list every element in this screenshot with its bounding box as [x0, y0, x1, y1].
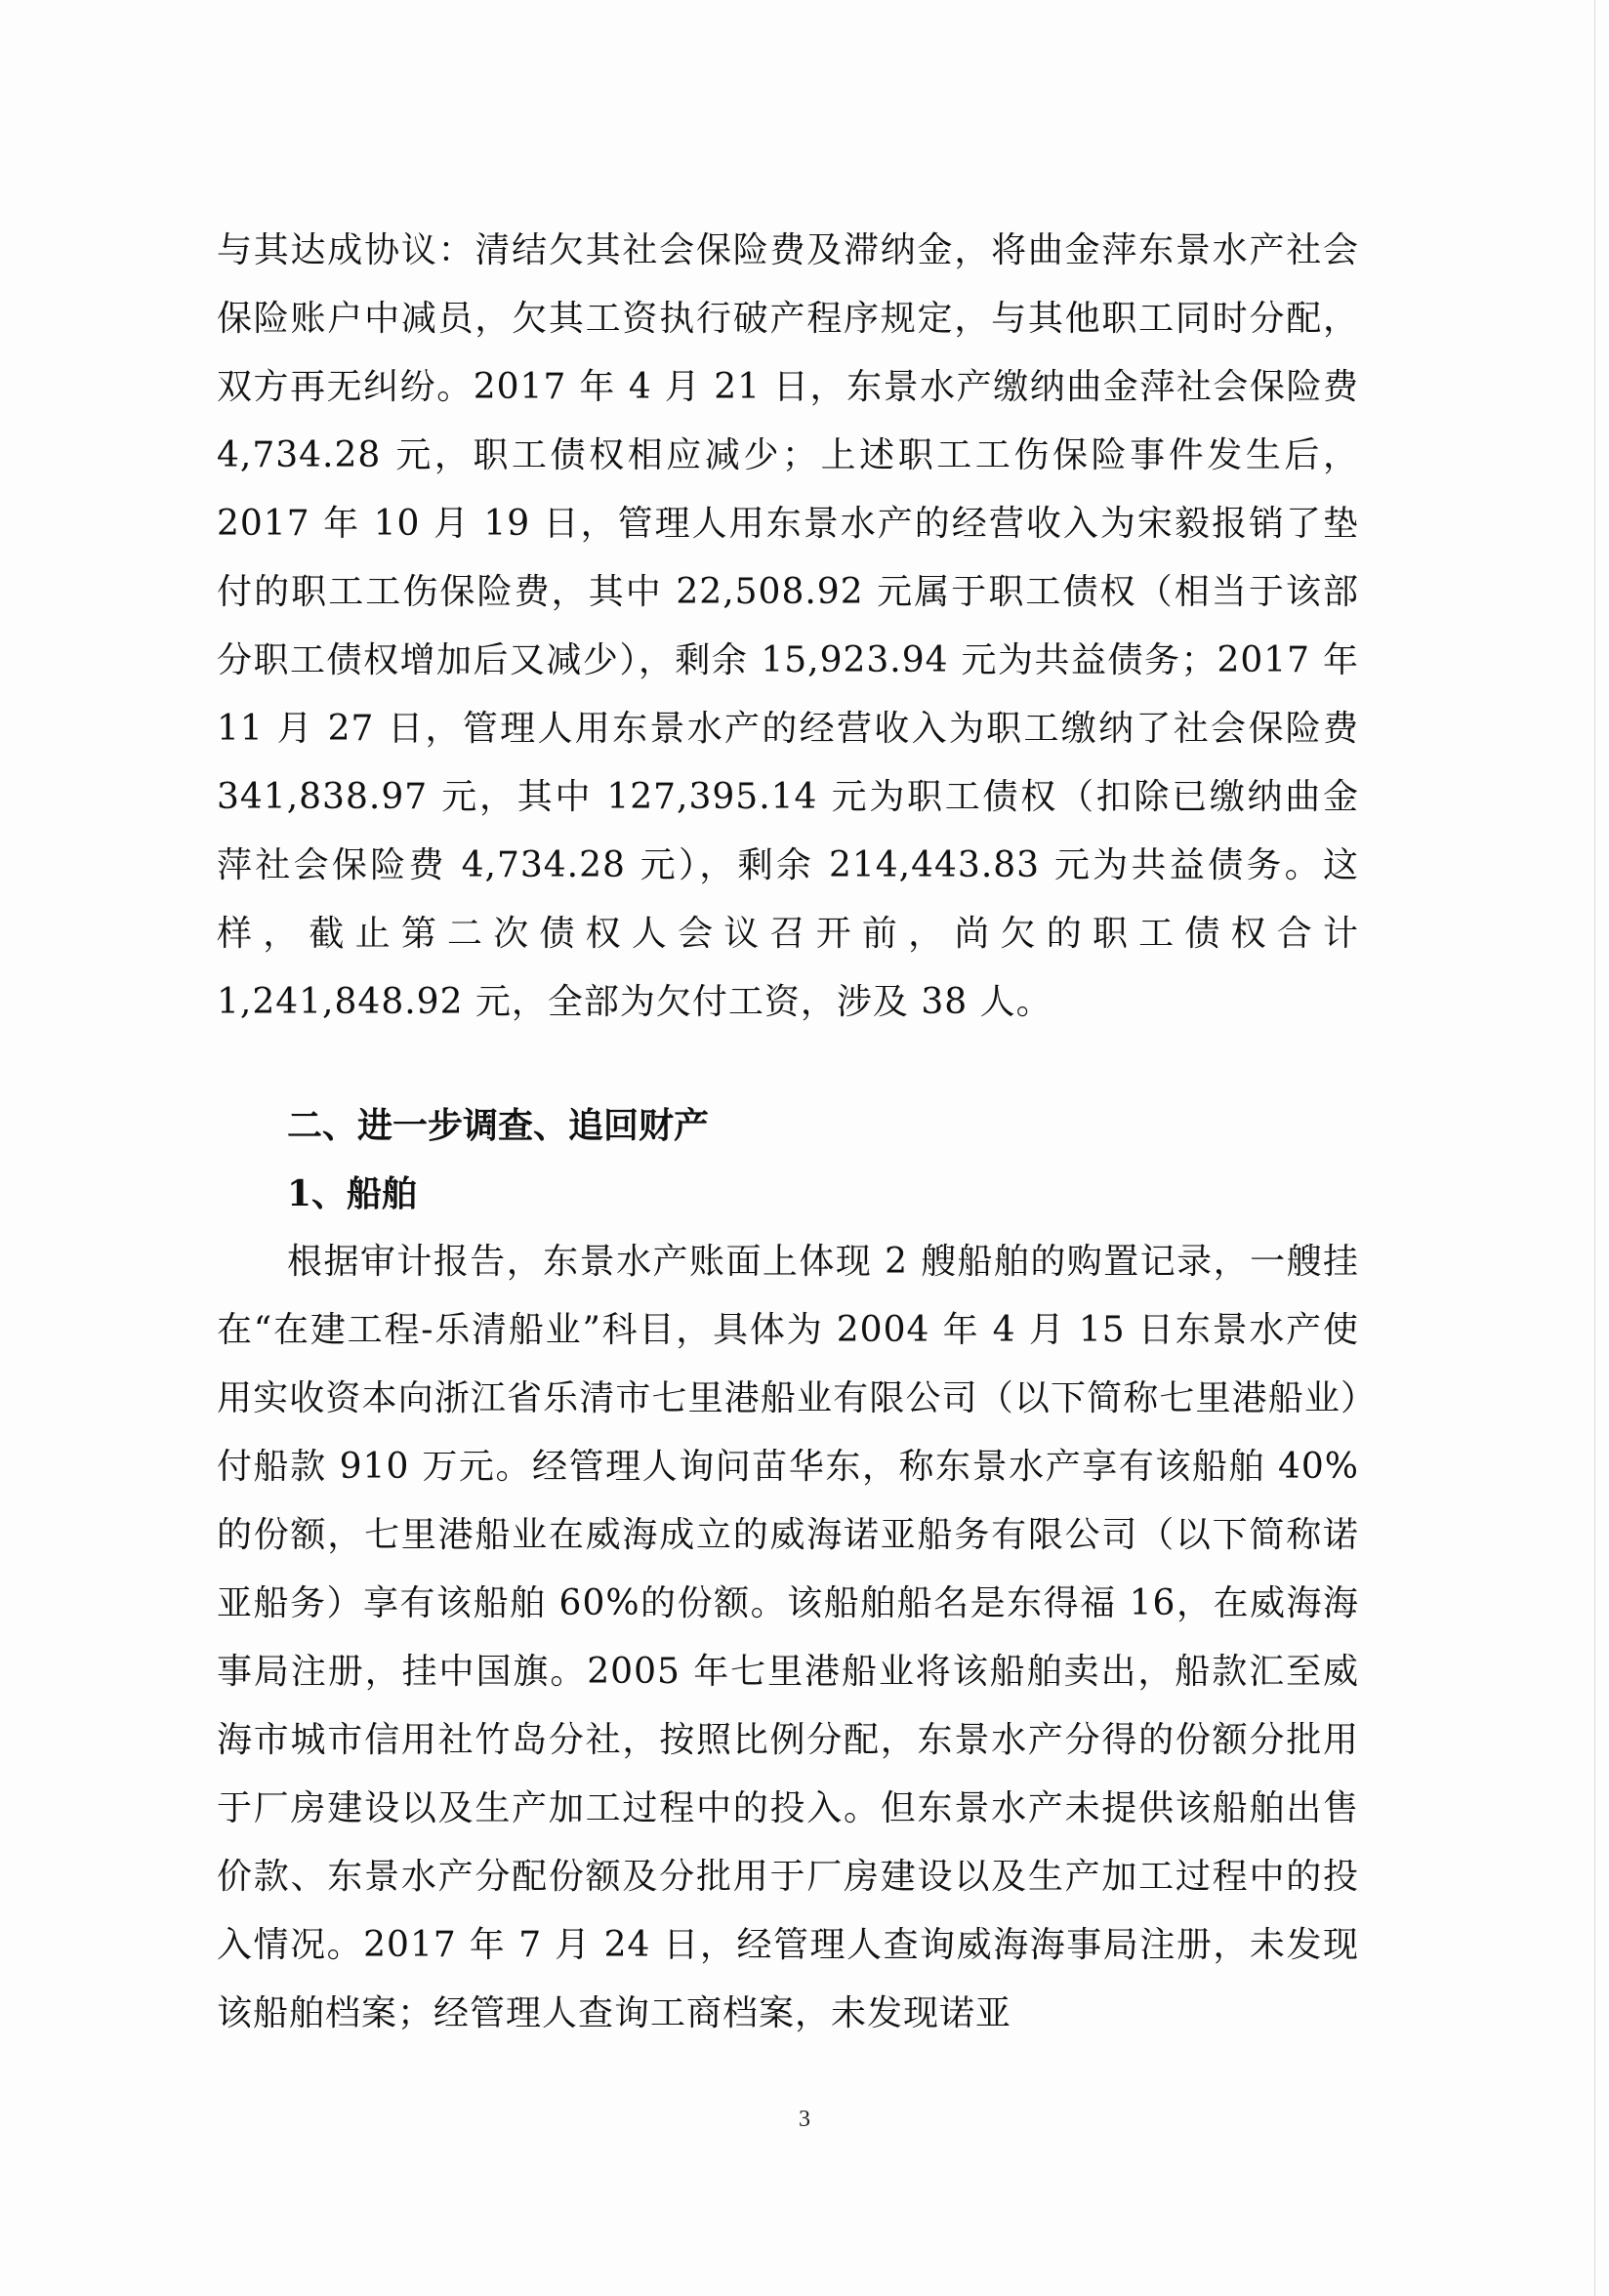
page-edge-line	[1594, 0, 1595, 2296]
section-heading: 二、进一步调查、追回财产	[287, 1105, 710, 1146]
page-number: 3	[799, 2107, 810, 2132]
document-body	[217, 217, 1359, 2048]
section-spacer	[217, 1037, 1359, 1091]
subsection-heading: 1、船舶	[287, 1173, 418, 1214]
paragraph-ship: 根据审计报告，东景水产账面上体现 2 艘船舶的购置记录，一艘挂在“在建工程-乐清船业”科目，具体为 2004 年 4 月 15 日东景水产使用实收资本向浙江省乐清市七里港船业有限公司（以下简称七里港船业）付船款 910 万元。经管理人询问苗华东，称东景水产享有该船舶 40%的份额，七里港船业在威海成立的威海诺亚船务有限公司（以下简称诺亚船务）享有该船舶 60%的份额。该船舶船名是东得福 16，在威海海事局注册，挂中国旗。2005 年七里港船业将该船舶卖出，船款汇至威海市城市信用社竹岛分社，按照比例分配，东景水产分得的份额分批用于厂房建设以及生产加工过程中的投入。但东景水产未提供该船舶出售价款、东景水产分配份额及分批用于厂房建设以及生产加工过程中的投入情况。2017 年 7 月 24 日，经管理人查询威海海事局注册，未发现该船舶档案；经管理人查询工商档案，未发现诺亚	[217, 1242, 1359, 2033]
paragraph-continued: 与其达成协议：清结欠其社会保险费及滞纳金，将曲金萍东景水产社会保险账户中减员，欠其工资执行破产程序规定，与其他职工同时分配，双方再无纠纷。2017 年 4 月 21 日，东景水产缴纳曲金萍社会保险费 4,734.28 元，职工债权相应减少；上述职工工伤保险事件发生后，2017 年 10 月 19 日，管理人用东景水产的经营收入为宋毅报销了垫付的职工工伤保险费，其中 22,508.92 元属于职工债权（相当于该部分职工债权增加后又减少），剩余 15,923.94 元为共益债务；2017 年 11 月 27 日，管理人用东景水产的经营收入为职工缴纳了社会保险费 341,838.97 元，其中 127,395.14 元为职工债权（扣除已缴纳曲金萍社会保险费 4,734.28 元），剩余 214,443.83 元为共益债务。这样，截止第二次债权人会议召开前，尚欠的职工债权合计 1,241,848.92 元，全部为欠付工资，涉及 38 人。	[217, 230, 1359, 1022]
